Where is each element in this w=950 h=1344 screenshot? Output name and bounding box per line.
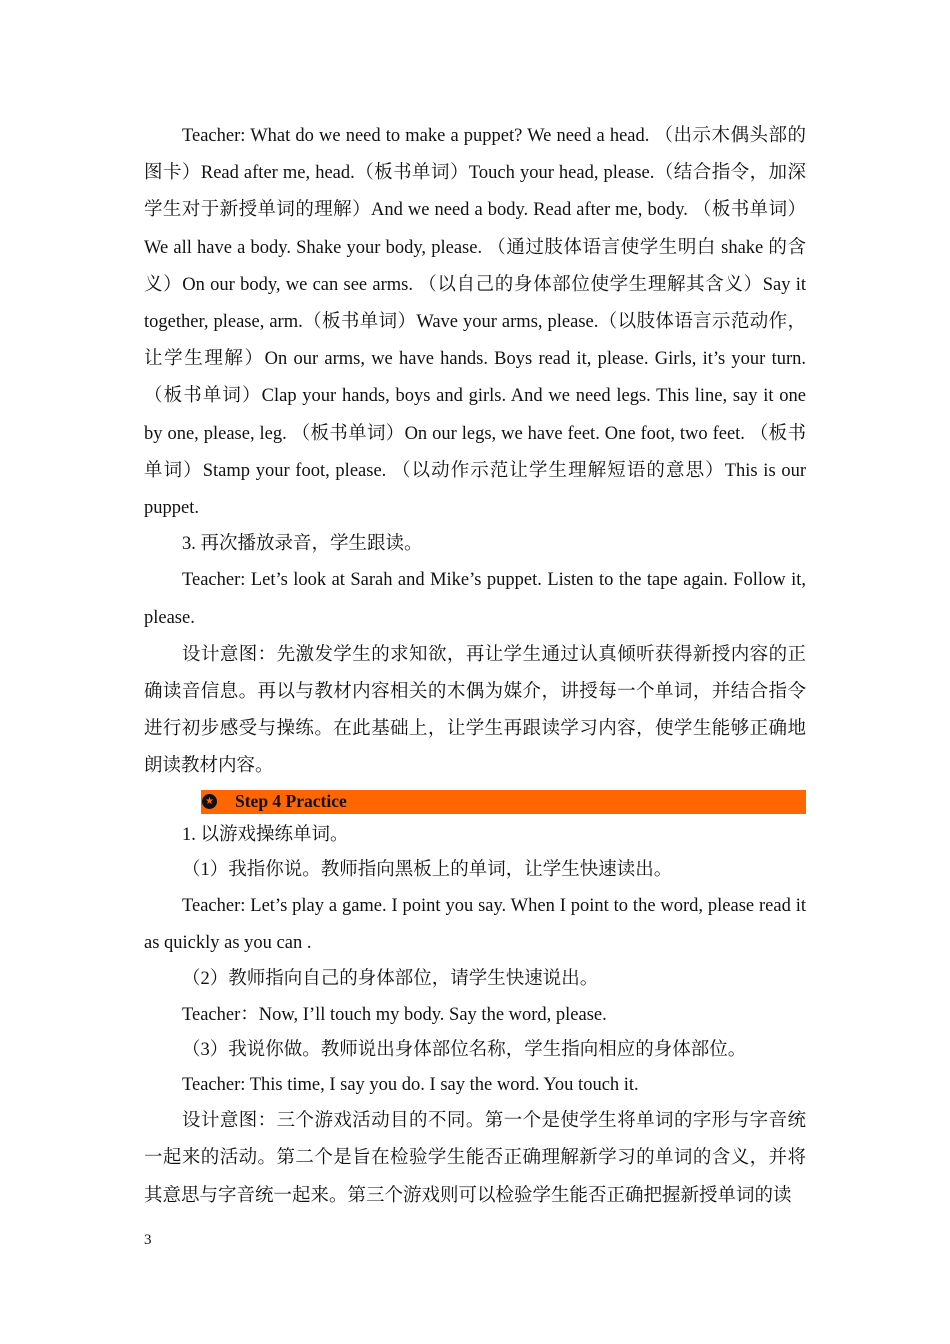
teacher-game-3-paragraph: Teacher: This time, I say you do. I say the word. You touch it. xyxy=(182,1075,639,1096)
step-3-paragraph: 3. 再次播放录音，学生跟读。 xyxy=(182,534,423,555)
step-4-label: Step 4 Practice xyxy=(235,791,347,812)
game-1-paragraph: （1）我指你说。教师指向黑板上的单词，让学生快速读出。 xyxy=(182,859,673,880)
document-body xyxy=(144,118,806,1215)
game-3-paragraph: （3）我说你做。教师说出身体部位名称，学生指向相应的身体部位。 xyxy=(182,1039,747,1060)
teacher-game-2-paragraph: Teacher：Now, I’ll touch my body. Say the word, please. xyxy=(182,1004,607,1025)
star-circle-icon: ★ xyxy=(202,794,217,809)
game-2-paragraph: （2）教师指向自己的身体部位，请学生快速说出。 xyxy=(182,969,599,990)
teacher-puppet-paragraph: Teacher: What do we need to make a puppet? We need a head. （出示木偶头部的图卡）Read after me, head.（板书单词）Touch your head, please.（结合指令，加深学生对于新授单词的理解）And we need a body. Read after me, body. （板书单词）We all have a body. Shake your body, please. （通过肢体语言使学生明白 shake 的含义）On our body, we can see arms. （以自己的身体部位使学生理解其含义）Say it together, please, arm.（板书单词）Wave your arms, please.（以肢体语言示范动作，让学生理解）On our arms, we have hands. Boys read it, please. Girls, it’s your turn. （板书单词）Clap your hands, boys and girls. And we need legs. This line, say it one by one, please, leg. （板书单词）On our legs, we have feet. One foot, two feet. （板书单词）Stamp your foot, please. （以动作示范让学生理解短语的意思）This is our puppet. xyxy=(144,126,806,519)
teacher-tape-paragraph: Teacher: Let’s look at Sarah and Mike’s puppet. Listen to the tape again. Follow it, please. xyxy=(144,570,806,628)
design-intent-paragraph-2: 设计意图：三个游戏活动目的不同。第一个是使学生将单词的字形与字音统一起来的活动。第二个是旨在检验学生能否正确理解新学习的单词的含义，并将其意思与字音统一起来。第三个游戏则可以检验学生能否正确把握新授单词的读 xyxy=(144,1111,806,1206)
teacher-game-1-paragraph: Teacher: Let’s play a game. I point you say. When I point to the word, please read it as quickly as you can . xyxy=(144,896,806,954)
step-4-banner xyxy=(201,790,806,814)
design-intent-paragraph-1: 设计意图：先激发学生的求知欲，再让学生通过认真倾听获得新授内容的正确读音信息。再以与教材内容相关的木偶为媒介，讲授每一个单词，并结合指令进行初步感受与操练。在此基础上，让学生再跟读学习内容，使学生能够正确地朗读教材内容。 xyxy=(144,644,806,777)
practice-1-paragraph: 1. 以游戏操练单词。 xyxy=(182,824,349,845)
page-number: 3 xyxy=(144,1232,152,1248)
